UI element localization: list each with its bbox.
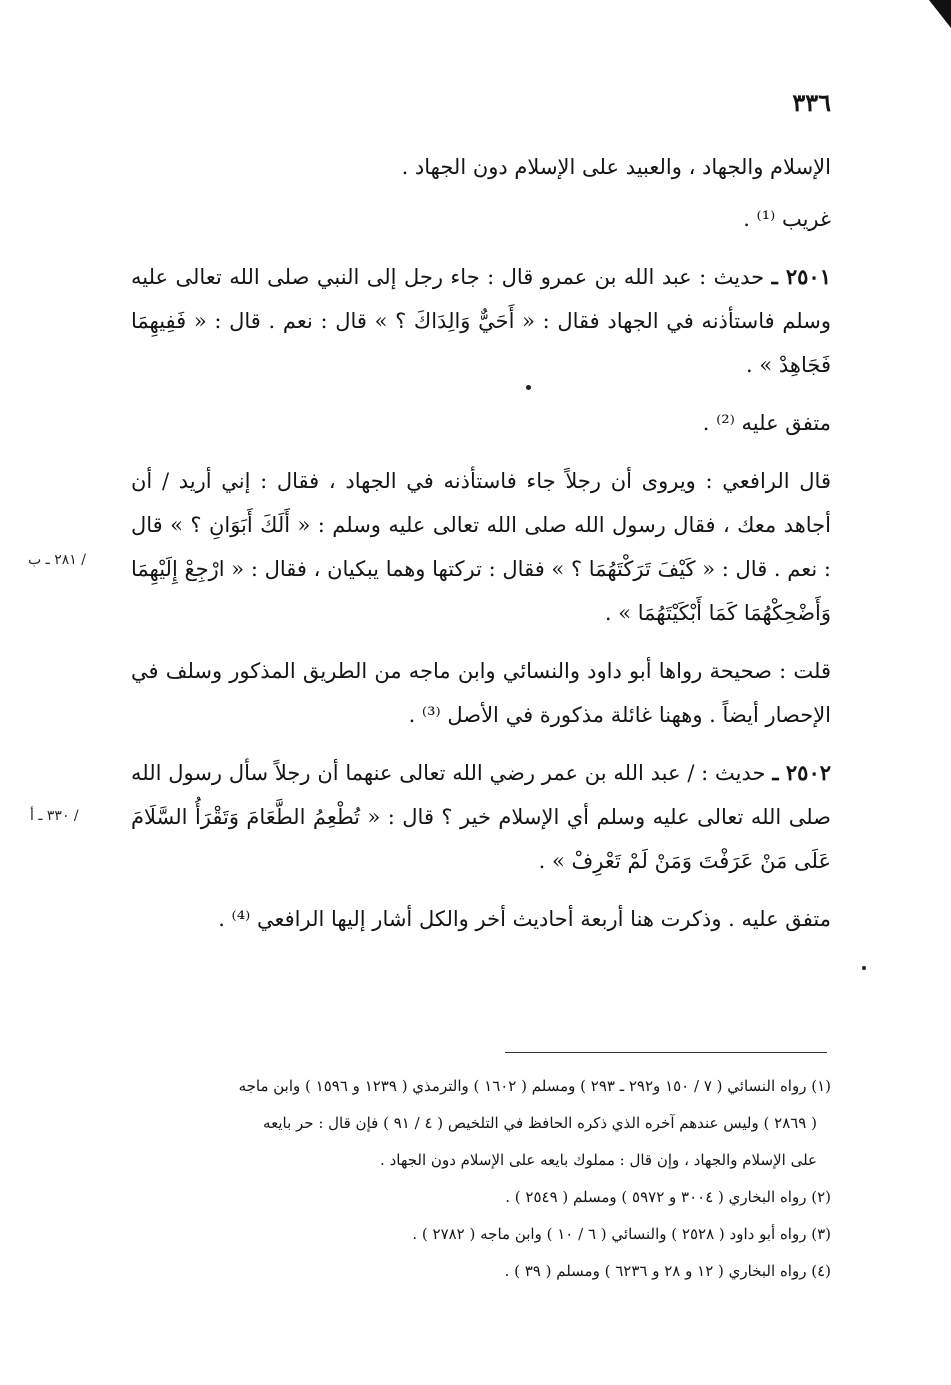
- footnote-1-cont: على الإسلام والجهاد ، وإن قال : مملوك بايعه على الإسلام دون الجهاد .: [380, 1151, 817, 1169]
- paragraph-muttafaq-2: متفق عليه . وذكرت هنا أربعة أحاديث أخر والكل أشار إليها الرافعي ⁽⁴⁾ .: [218, 907, 831, 931]
- hadith-number: ٢٥٠٢ ـ: [772, 760, 832, 785]
- hadith-2502: [131, 751, 831, 883]
- paragraph-qultu: قلت : صحيحة رواها أبو داود والنسائي وابن ماجه من الطريق المذكور وسلف في الإحصار أيضاً . وههنا غائلة مذكورة في الأصل ⁽³⁾ .: [131, 659, 831, 727]
- paragraph-rafii: قال الرافعي : ويروى أن رجلاً جاء فاستأذنه في الجهاد ، فقال : إني أريد / أن أجاهد معك ، فقال رسول الله صلى الله تعالى عليه وسلم : « أَلَكَ أَبَوَانِ ؟ » قال : نعم . قال : « كَيْفَ تَرَكْتَهُمَا ؟ » فقال : تركتها وهما يبكيان ، فقال : « ارْجِعْ إِلَيْهِمَا وَأَضْحِكْهُمَا كَمَا أَبْكَيْتَهُمَا » .: [131, 469, 831, 625]
- paragraph-intro: الإسلام والجهاد ، والعبيد على الإسلام دون الجهاد .: [401, 155, 831, 179]
- footnotes: [131, 1068, 831, 1290]
- hadith-text: حديث : / عبد الله بن عمر رضي الله تعالى عنهما أن رجلاً سأل رسول الله صلى الله تعالى عليه وسلم أي الإسلام خير ؟ قال : « تُطْعِمُ الطَّعَامَ وَتَقْرَأُ السَّلَامَ عَلَى مَنْ عَرَفْتَ وَمَنْ لَمْ تَعْرِفْ » .: [131, 761, 831, 873]
- footnote-1: (١) رواه النسائي ( ٧ / ١٥٠ و٢٩٢ ـ ٢٩٣ ) ومسلم ( ١٦٠٢ ) والترمذي ( ١٢٣٩ و ١٥٩٦ ) وابن ماجه: [238, 1077, 831, 1095]
- footnote-1-cont: ( ٢٨٦٩ ) وليس عندهم آخره الذي ذكره الحافظ في التلخيص ( ٤ / ٩١ ) فإن قال : حر بايعه: [263, 1114, 817, 1132]
- paragraph-muttafaq-1: متفق عليه ⁽²⁾ .: [702, 411, 831, 435]
- ink-dot: [526, 385, 531, 390]
- margin-ref-330a: / ٣٣٠ ـ أ: [30, 808, 79, 824]
- margin-ref-281b: / ٢٨١ ـ ب: [28, 552, 86, 568]
- ink-dot: [862, 966, 866, 970]
- page-corner-mark: [929, 0, 951, 28]
- main-text: [131, 145, 831, 955]
- hadith-number: ٢٥٠١ ـ: [771, 264, 831, 289]
- footnote-2: (٢) رواه البخاري ( ٣٠٠٤ و ٥٩٧٢ ) ومسلم ( ٢٥٤٩ ) .: [505, 1188, 831, 1206]
- footnote-3: (٣) رواه أبو داود ( ٢٥٢٨ ) والنسائي ( ٦ / ١٠ ) وابن ماجه ( ٢٧٨٢ ) .: [412, 1225, 831, 1243]
- page-number: ٣٣٦: [792, 88, 831, 117]
- paragraph-gharib: غريب ⁽¹⁾ .: [743, 207, 831, 231]
- footnote-divider: [505, 1052, 827, 1053]
- hadith-text: حديث : عبد الله بن عمرو قال : جاء رجل إلى النبي صلى الله تعالى عليه وسلم فاستأذنه في الجهاد فقال : « أَحَيٌّ وَالِدَاكَ ؟ » قال : نعم . قال : « فَفِيهِمَا فَجَاهِدْ » .: [131, 265, 831, 377]
- footnote-4: (٤) رواه البخاري ( ١٢ و ٢٨ و ٦٢٣٦ ) ومسلم ( ٣٩ ) .: [504, 1262, 831, 1280]
- hadith-2501: [131, 255, 831, 387]
